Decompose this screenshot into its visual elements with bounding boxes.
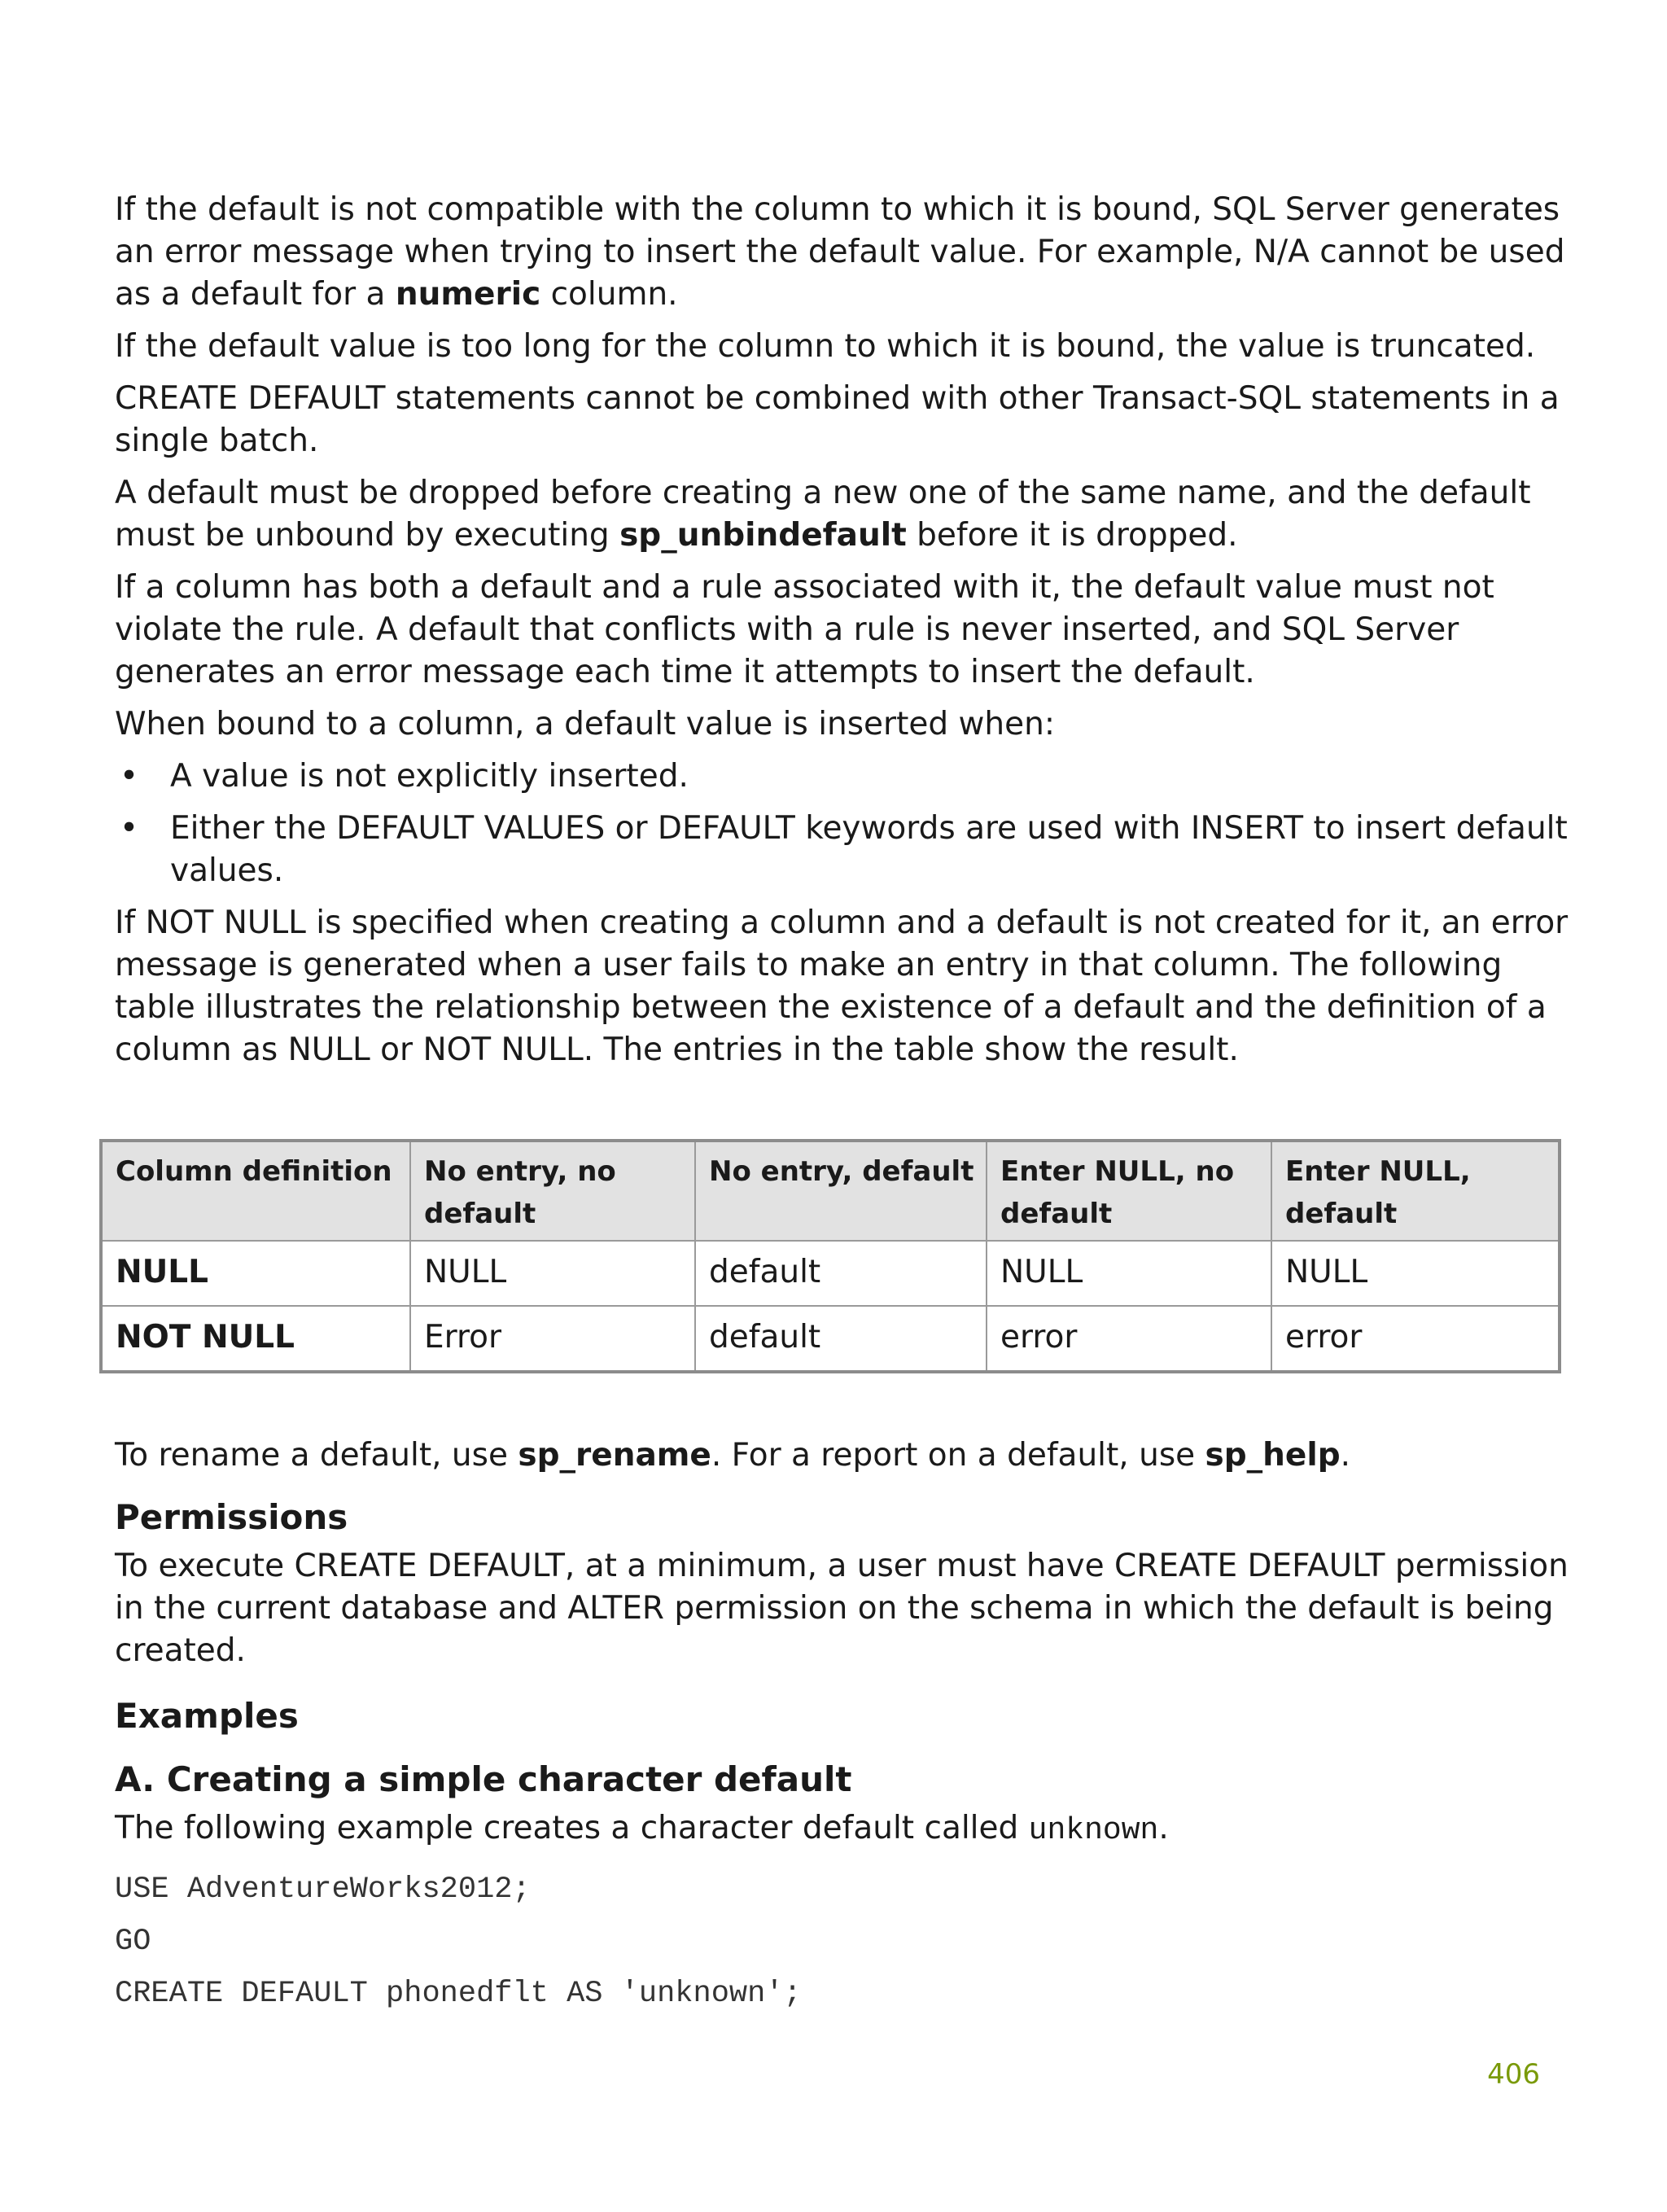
keyword-sp-rename: sp_rename	[518, 1437, 711, 1474]
inline-code-unknown: unknown	[1028, 1813, 1159, 1848]
paragraph-drop: A default must be dropped before creating a new one of the same name, and the default must be unbound by executing sp_unbindefault before it is dropped.	[115, 475, 1531, 554]
code-line: CREATE DEFAULT phonedflt AS 'unknown';	[115, 1977, 802, 2011]
body-text	[115, 189, 1572, 1071]
table-header: No entry, no default	[410, 1141, 695, 1241]
paragraph-rename: To rename a default, use sp_rename. For a report on a default, use sp_help.	[115, 1437, 1351, 1474]
table-header: No entry, default	[695, 1141, 987, 1241]
paragraph-batch: CREATE DEFAULT statements cannot be combined with other Transact-SQL statements in a single batch.	[115, 380, 1560, 459]
heading-permissions: Permissions	[115, 1497, 348, 1537]
bullet-list	[115, 756, 1572, 892]
table-cell: Error	[410, 1306, 695, 1372]
code-line: USE AdventureWorks2012;	[115, 1873, 531, 1907]
table-header: Column definition	[101, 1141, 410, 1241]
table-cell: NULL	[1271, 1241, 1560, 1306]
table-cell: default	[695, 1306, 987, 1372]
code-block	[115, 1864, 1572, 2020]
paragraph-permissions: To execute CREATE DEFAULT, at a minimum, a user must have CREATE DEFAULT permission in the current database and ALTER permission on the schema in which the default is being created.	[115, 1548, 1569, 1669]
after-table-text	[115, 1435, 1572, 2020]
table-cell: NULL	[987, 1241, 1271, 1306]
keyword-numeric: numeric	[395, 276, 541, 313]
table-row-header: NULL	[101, 1241, 410, 1306]
table-header: Enter NULL, no default	[987, 1141, 1271, 1241]
code-line: GO	[115, 1925, 151, 1959]
table-header-row	[101, 1141, 1560, 1241]
table-cell: default	[695, 1241, 987, 1306]
paragraph-example-a: The following example creates a character default called unknown.	[115, 1810, 1169, 1848]
heading-examples: Examples	[115, 1696, 299, 1736]
bullet-icon: •	[120, 810, 139, 847]
paragraph-truncation: If the default value is too long for the column to which it is bound, the value is truncated.	[115, 328, 1536, 365]
paragraph-compatibility: If the default is not compatible with the column to which it is bound, SQL Server generates an error message when trying to insert the default value. For example, N/A cannot be used as a default for a numeric column.	[115, 191, 1565, 313]
table-row	[101, 1241, 1560, 1306]
paragraph-bound: When bound to a column, a default value is inserted when:	[115, 706, 1055, 742]
table-row-header: NOT NULL	[101, 1306, 410, 1372]
table-cell: error	[987, 1306, 1271, 1372]
table-header: Enter NULL, default	[1271, 1141, 1560, 1241]
bullet-item: • Either the DEFAULT VALUES or DEFAULT keywords are used with INSERT to insert default values.	[115, 808, 1572, 892]
table-cell: NULL	[410, 1241, 695, 1306]
keyword-sp-unbindefault: sp_unbindefault	[619, 517, 907, 554]
bullet-icon: •	[120, 758, 139, 795]
keyword-sp-help: sp_help	[1205, 1437, 1341, 1474]
table-row	[101, 1306, 1560, 1372]
bullet-item: • A value is not explicitly inserted.	[115, 756, 1572, 798]
table-cell: error	[1271, 1306, 1560, 1372]
heading-example-a: A. Creating a simple character default	[115, 1759, 852, 1799]
paragraph-rule: If a column has both a default and a rule associated with it, the default value must not violate the rule. A default that conflicts with a rule is never inserted, and SQL Server generates an error message each time it attempts to insert the default.	[115, 569, 1494, 690]
page-number: 406	[1487, 2058, 1540, 2091]
default-behavior-table	[99, 1139, 1561, 1373]
paragraph-not-null: If NOT NULL is specified when creating a column and a default is not created for it, an error message is generated when a user fails to make an entry in that column. The following table illustrates the relationship between the existence of a default and the definition of a column as NULL or NOT NULL. The entries in the table show the result.	[115, 905, 1569, 1068]
